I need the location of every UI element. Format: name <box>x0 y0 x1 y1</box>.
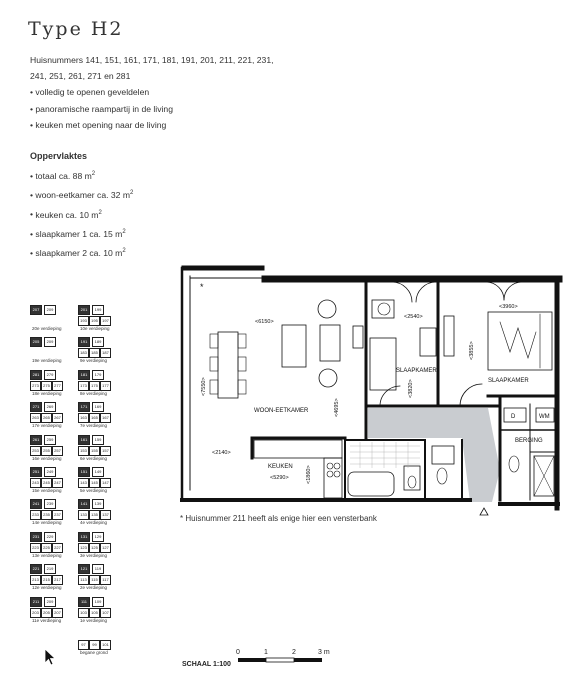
floor-unit-cell: 139 <box>92 499 104 509</box>
floor-unit-cell: 107 <box>100 608 111 618</box>
floor-unit-cell: 157 <box>100 446 111 456</box>
kitchen-counter <box>254 440 342 458</box>
floor-unit-cell: 249 <box>44 467 56 477</box>
floor-unit-cell: 191 <box>78 337 90 347</box>
shower <box>404 466 420 490</box>
floor-unit-cell: 187 <box>100 348 111 358</box>
floor-unit-cell: 173 <box>78 381 89 391</box>
stove-burner <box>327 463 333 469</box>
dim-3855: <3855> <box>469 341 475 360</box>
floor-unit-cell: 143 <box>78 478 89 488</box>
floor-label: 4e verdieping <box>80 520 108 526</box>
chair <box>238 334 246 348</box>
floor-unit-cell: 193 <box>78 316 89 326</box>
chair <box>238 357 246 371</box>
scale-label: SCHAAL 1:100 <box>182 661 231 668</box>
floor-unit-cell: 271 <box>30 402 42 412</box>
floor-unit-cell: 223 <box>30 543 41 553</box>
floor-unit-cell: 121 <box>78 564 90 574</box>
floor-label: 15e verdieping <box>32 488 62 493</box>
floor-unit-cell: 113 <box>78 575 89 585</box>
chair <box>378 303 390 315</box>
floor-unit-cell: 239 <box>44 499 56 509</box>
floor-label: 13e verdieping <box>32 552 62 558</box>
stove-burner <box>334 463 340 469</box>
dim-3960: <3960> <box>499 304 518 310</box>
floor-unit-cell: 137 <box>100 510 111 520</box>
floor-unit-cell: 99 <box>89 640 100 650</box>
floor-unit-cell: 123 <box>78 543 89 553</box>
door-swing <box>504 282 522 300</box>
floor-unit-cell: 213 <box>30 575 41 585</box>
bed-linen <box>500 322 536 358</box>
armchair <box>318 300 336 318</box>
wardrobe <box>444 316 454 356</box>
floor-unit-cell: 205 <box>30 337 42 347</box>
floor-label: 10e verdieping <box>80 326 110 331</box>
floor-unit-cell: 267 <box>52 413 63 423</box>
floor-unit-cell: 209 <box>44 337 56 347</box>
feature-item: • volledig te openen geveldelen <box>30 84 173 101</box>
stove-burner <box>334 471 340 477</box>
floor-unit-cell: 269 <box>44 402 56 412</box>
floor-label: 19e verdieping <box>32 358 62 364</box>
bed <box>370 338 396 390</box>
floor-unit-cell: 253 <box>30 446 41 456</box>
floor-label: 17e verdieping <box>32 423 62 429</box>
floor-unit-cell: 203 <box>30 608 41 618</box>
floor-unit-cell: 119 <box>92 564 104 574</box>
area-item: • woon-eetkamer ca. 32 $m^2$ <box>30 185 133 204</box>
bathtub <box>348 472 394 496</box>
floor-unit-cell: 215 <box>41 575 52 585</box>
floor-unit-cell: 149 <box>92 467 104 477</box>
scale-tick: 1 <box>264 649 268 656</box>
hallway-area <box>368 408 500 502</box>
floor-unit-cell: 265 <box>41 413 52 423</box>
floor-unit-cell: 151 <box>78 467 90 477</box>
floor-unit-cell: 111 <box>78 597 90 607</box>
floor-unit-cell: 209 <box>44 305 56 315</box>
floor-label: 20e verdieping <box>32 326 62 331</box>
floor-unit-cell: 263 <box>30 413 41 423</box>
window-sill-star: * <box>200 282 204 292</box>
floor-label: 6e verdieping <box>80 455 108 461</box>
floor-unit-cell: 141 <box>78 499 90 509</box>
floor-unit-cell: 159 <box>92 435 104 445</box>
floor-unit-cell: 247 <box>52 478 63 488</box>
coffee-table <box>320 325 340 361</box>
door-swing <box>392 282 412 302</box>
floor-label: 18e verdieping <box>32 390 62 396</box>
footnote: * Huisnummer 211 heeft als enige hier een vensterbank <box>180 514 377 523</box>
floor-unit-cell: 281 <box>30 370 42 380</box>
floor-label: 16e verdieping <box>32 455 62 461</box>
floor-unit-cell: 129 <box>92 532 104 542</box>
scale-tick: 2 <box>292 649 296 656</box>
floor-unit-cell: 131 <box>78 532 90 542</box>
dim-7550: <7550> <box>201 377 207 396</box>
floor-unit-cell: 227 <box>52 543 63 553</box>
floor-unit-cell: 205 <box>41 608 52 618</box>
floor-unit-cell: 167 <box>100 413 111 423</box>
floor-unit-cell: 237 <box>52 510 63 520</box>
dim-4695: <4695> <box>334 398 340 417</box>
floor-unit-cell: 155 <box>89 446 100 456</box>
floor-unit-cell: 219 <box>44 564 56 574</box>
dim-2540: <2540> <box>404 314 423 320</box>
floor-label: 14e verdieping <box>32 520 62 526</box>
floor-unit-cell: 97 <box>78 640 89 650</box>
floor-label: 3e verdieping <box>80 552 108 558</box>
page-title: Type H2 <box>28 18 124 40</box>
dim-2140: <2140> <box>212 450 231 456</box>
floor-label: 9e verdieping <box>80 358 108 364</box>
cabinet <box>353 326 363 348</box>
floor-unit-cell: 231 <box>30 532 42 542</box>
dim-3820: <3820> <box>408 379 414 398</box>
floor-label: 8e verdieping <box>80 390 108 396</box>
sofa <box>282 325 306 367</box>
dining-table <box>218 332 238 398</box>
floor-unit-cell: 259 <box>44 435 56 445</box>
floor-unit-cell: 207 <box>52 608 63 618</box>
floor-unit-cell: 245 <box>41 478 52 488</box>
house-numbers: Huisnummers 141, 151, 161, 171, 181, 191, 201, 211, 221, 231, 241, 251, 261, 271 en 281 <box>30 55 274 81</box>
floor-unit-cell: 169 <box>92 402 104 412</box>
room-label-kitchen: KEUKEN <box>268 464 293 470</box>
floor-label: 12e verdieping <box>32 585 62 591</box>
floor-unit-cell: 195 <box>89 316 100 326</box>
floor-unit-cell: 115 <box>89 575 100 585</box>
door-swing <box>460 384 482 406</box>
chair <box>210 334 218 348</box>
floor-label: 2e verdieping <box>80 585 108 591</box>
room-label-storage: BERGING <box>515 438 543 444</box>
floor-unit-cell: 211 <box>30 597 42 607</box>
floor-unit-cell: 261 <box>30 435 42 445</box>
floor-unit-cell: 199 <box>92 305 104 315</box>
floor-unit-cell: 175 <box>89 381 100 391</box>
toilet <box>437 468 447 484</box>
floor-unit-cell: 233 <box>30 510 41 520</box>
stove-burner <box>327 471 333 477</box>
floor-unit-cell: 235 <box>41 510 52 520</box>
floor-unit-cell: 207 <box>30 305 42 315</box>
floor-unit-cell: 181 <box>78 370 90 380</box>
floor-unit-cell: 273 <box>30 381 41 391</box>
floor-label: 5e verdieping <box>80 488 108 493</box>
floor-unit-cell: 279 <box>44 370 56 380</box>
floor-label: 11e verdieping <box>32 617 62 623</box>
chair <box>210 380 218 394</box>
floor-unit-cell: 145 <box>89 478 100 488</box>
door-swing <box>380 386 400 406</box>
floor-unit-cell: 201 <box>78 305 90 315</box>
room-label-bedroom-1: SLAAPKAMER <box>396 368 437 374</box>
floor-unit-cell: 101 <box>100 640 111 650</box>
scale-tick: 3 m <box>318 649 330 656</box>
area-item: • totaal ca. 88 $m^2$ <box>30 166 133 185</box>
door-swing <box>486 282 504 300</box>
floor-unit-cell: 171 <box>78 402 90 412</box>
floor-unit-cell: 221 <box>30 564 42 574</box>
floor-unit-cell: 251 <box>30 467 42 477</box>
floor-unit-cell: 127 <box>100 543 111 553</box>
double-bed <box>488 312 552 370</box>
area-item: • slaapkamer 2 ca. 10 $m^2$ <box>30 243 133 262</box>
floor-unit-cell: 147 <box>100 478 111 488</box>
door-swing <box>416 282 436 302</box>
floor-unit-cell: 165 <box>89 413 100 423</box>
floor-unit-cell: 197 <box>100 316 111 326</box>
floor-unit-cell: 255 <box>41 446 52 456</box>
room-label-living: WOON-EETKAMER <box>254 408 309 414</box>
floor-unit-cell: 243 <box>30 478 41 488</box>
areas-heading: Oppervlaktes <box>30 151 88 161</box>
floor-unit-cell: 133 <box>78 510 89 520</box>
scale-bar <box>238 658 322 662</box>
entrance-marker <box>480 508 488 515</box>
area-item: • slaapkamer 1 ca. 15 $m^2$ <box>30 224 133 243</box>
room-label-bedroom-2: SLAAPKAMER <box>488 378 529 384</box>
dim-5290: <5290> <box>270 475 289 481</box>
floor-unit-cell: 257 <box>52 446 63 456</box>
washer-label: WM <box>539 414 550 420</box>
floor-unit-cell: 179 <box>92 370 104 380</box>
wall <box>262 276 562 282</box>
floor-label: begane grond <box>80 650 108 655</box>
floor-unit-cell: 109 <box>92 597 104 607</box>
desk <box>420 328 436 356</box>
floor-unit-cell: 185 <box>89 348 100 358</box>
floor-unit-cell: 277 <box>52 381 63 391</box>
chair <box>238 380 246 394</box>
wall <box>182 266 264 270</box>
floor-unit-cell: 183 <box>78 348 89 358</box>
dim-1860: <1860> <box>306 465 312 484</box>
armchair <box>319 369 337 387</box>
floor-unit-cell: 161 <box>78 435 90 445</box>
floor-unit-cell: 225 <box>41 543 52 553</box>
floor-unit-cell: 177 <box>100 381 111 391</box>
floor-unit-cell: 125 <box>89 543 100 553</box>
floor-unit-cell: 241 <box>30 499 42 509</box>
floor-unit-cell: 163 <box>78 413 89 423</box>
floor-unit-cell: 275 <box>41 381 52 391</box>
floor-unit-cell: 189 <box>92 337 104 347</box>
scale-tick: 0 <box>236 649 240 656</box>
floor-unit-cell: 217 <box>52 575 63 585</box>
floor-unit-cell: 209 <box>44 597 56 607</box>
floor-unit-cell: 135 <box>89 510 100 520</box>
toilet <box>408 476 416 488</box>
floor-unit-cell: 229 <box>44 532 56 542</box>
dim-6150: <6150> <box>255 319 274 325</box>
feature-item: • panoramische raampartij in de living <box>30 101 173 118</box>
floor-unit-cell: 117 <box>100 575 111 585</box>
floor-unit-cell: 103 <box>78 608 89 618</box>
floor-label: 7e verdieping <box>80 423 108 429</box>
toilet-room <box>432 446 454 464</box>
toilet <box>509 456 519 472</box>
chair <box>210 357 218 371</box>
wardrobe <box>372 300 394 318</box>
floor-unit-cell: 153 <box>78 446 89 456</box>
mouse-cursor-icon <box>44 648 56 666</box>
area-item: • keuken ca. 10 $m^2$ <box>30 205 133 224</box>
floor-label: 1e verdieping <box>80 617 108 623</box>
floor-unit-cell: 105 <box>89 608 100 618</box>
dryer-label: D <box>511 414 516 420</box>
feature-item: • keuken met opening naar de living <box>30 117 173 134</box>
tile-pattern <box>350 442 420 468</box>
